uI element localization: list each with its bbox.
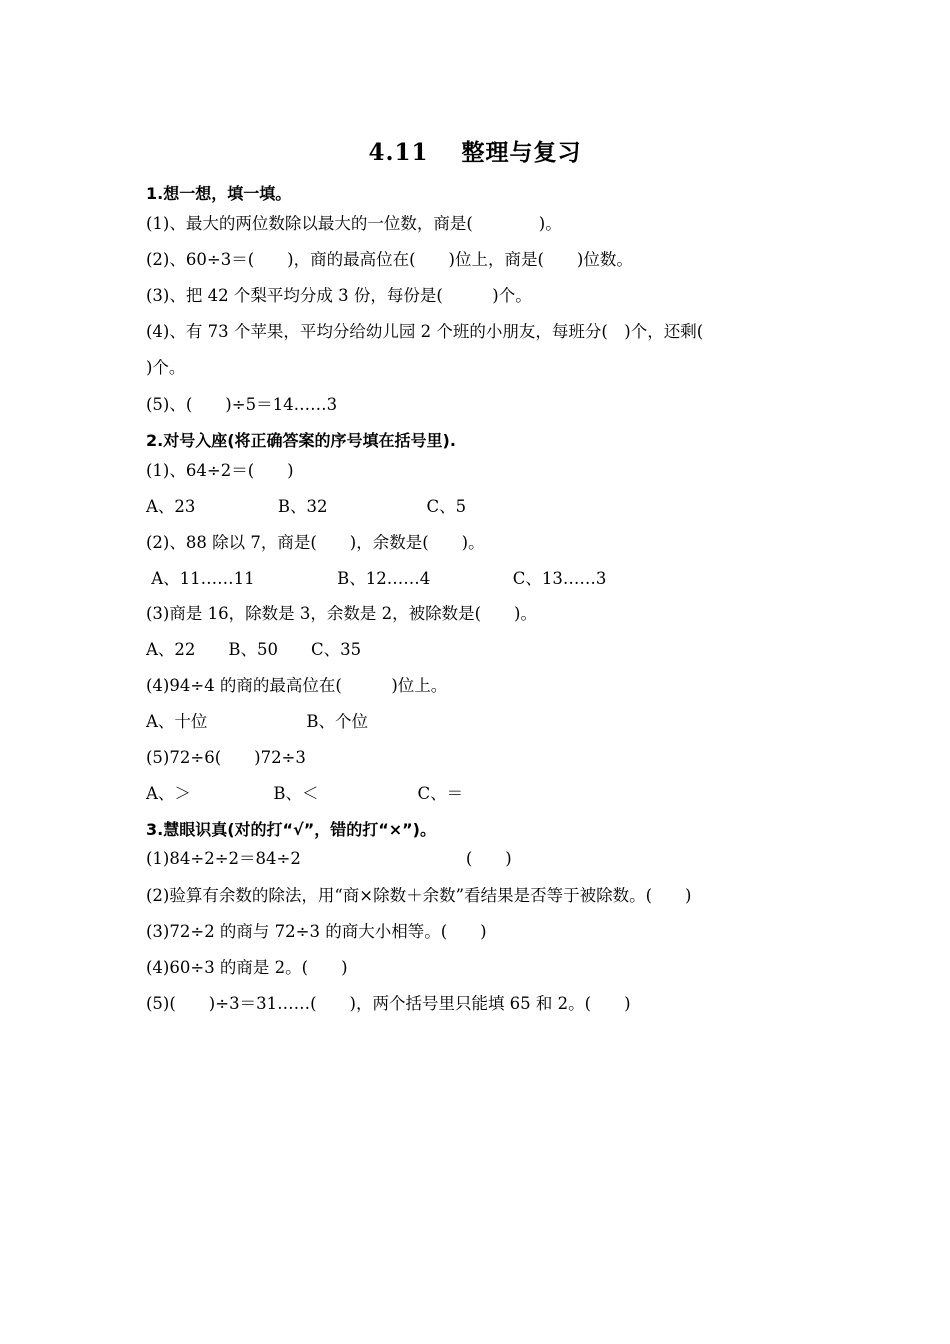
s1-question-5: (5)、( )÷5＝14……3 — [146, 395, 338, 414]
s3-question-5: (5)( )÷3＝31……( )，两个括号里只能填 65 和 2。( ) — [146, 994, 631, 1013]
s1-question-3: (3)、把 42 个梨平均分成 3 份，每份是( )个。 — [146, 286, 532, 305]
s2-question-1-options: A、23 B、32 C、5 — [146, 497, 467, 516]
s2-question-4-options: A、十位 B、个位 — [146, 712, 369, 731]
page-title: 4.11 整理与复习 — [368, 139, 582, 166]
s2-question-2-options: A、11……11 B、12……4 C、13……3 — [146, 569, 607, 588]
section-1-heading: 1.想一想，填一填。 — [146, 184, 292, 203]
s3-question-3: (3)72÷2 的商与 72÷3 的商大小相等。( ) — [146, 922, 487, 941]
s2-question-2: (2)、88 除以 7，商是( )，余数是( )。 — [146, 533, 485, 552]
s3-question-2: (2)验算有余数的除法，用“商×除数＋余数”看结果是否等于被除数。( ) — [146, 886, 692, 905]
s2-question-5: (5)72÷6( )72÷3 — [146, 748, 306, 767]
s2-question-4: (4)94÷4 的商的最高位在( )位上。 — [146, 676, 448, 695]
s1-question-1: (1)、最大的两位数除以最大的一位数，商是( )。 — [146, 214, 562, 233]
section-3-heading: 3.慧眼识真(对的打“√”，错的打“×”)。 — [146, 820, 436, 839]
s2-question-3-options: A、22 B、50 C、35 — [146, 640, 362, 659]
section-2-heading: 2.对号入座(将正确答案的序号填在括号里). — [146, 431, 456, 450]
s3-question-4: (4)60÷3 的商是 2。( ) — [146, 958, 348, 977]
s1-question-2: (2)、60÷3＝( )，商的最高位在( )位上，商是( )位数。 — [146, 250, 633, 269]
s1-question-4-line-2: )个。 — [146, 358, 186, 377]
s1-question-4-line-1: (4)、有 73 个苹果，平均分给幼儿园 2 个班的小朋友，每班分( )个，还剩( — [146, 322, 704, 341]
s2-question-5-options: A、＞ B、＜ C、＝ — [146, 784, 464, 803]
s2-question-1: (1)、64÷2＝( ) — [146, 461, 294, 480]
s3-question-1: (1)84÷2÷2＝84÷2 ( ) — [146, 849, 512, 868]
s2-question-3: (3)商是 16，除数是 3，余数是 2，被除数是( )。 — [146, 604, 537, 623]
